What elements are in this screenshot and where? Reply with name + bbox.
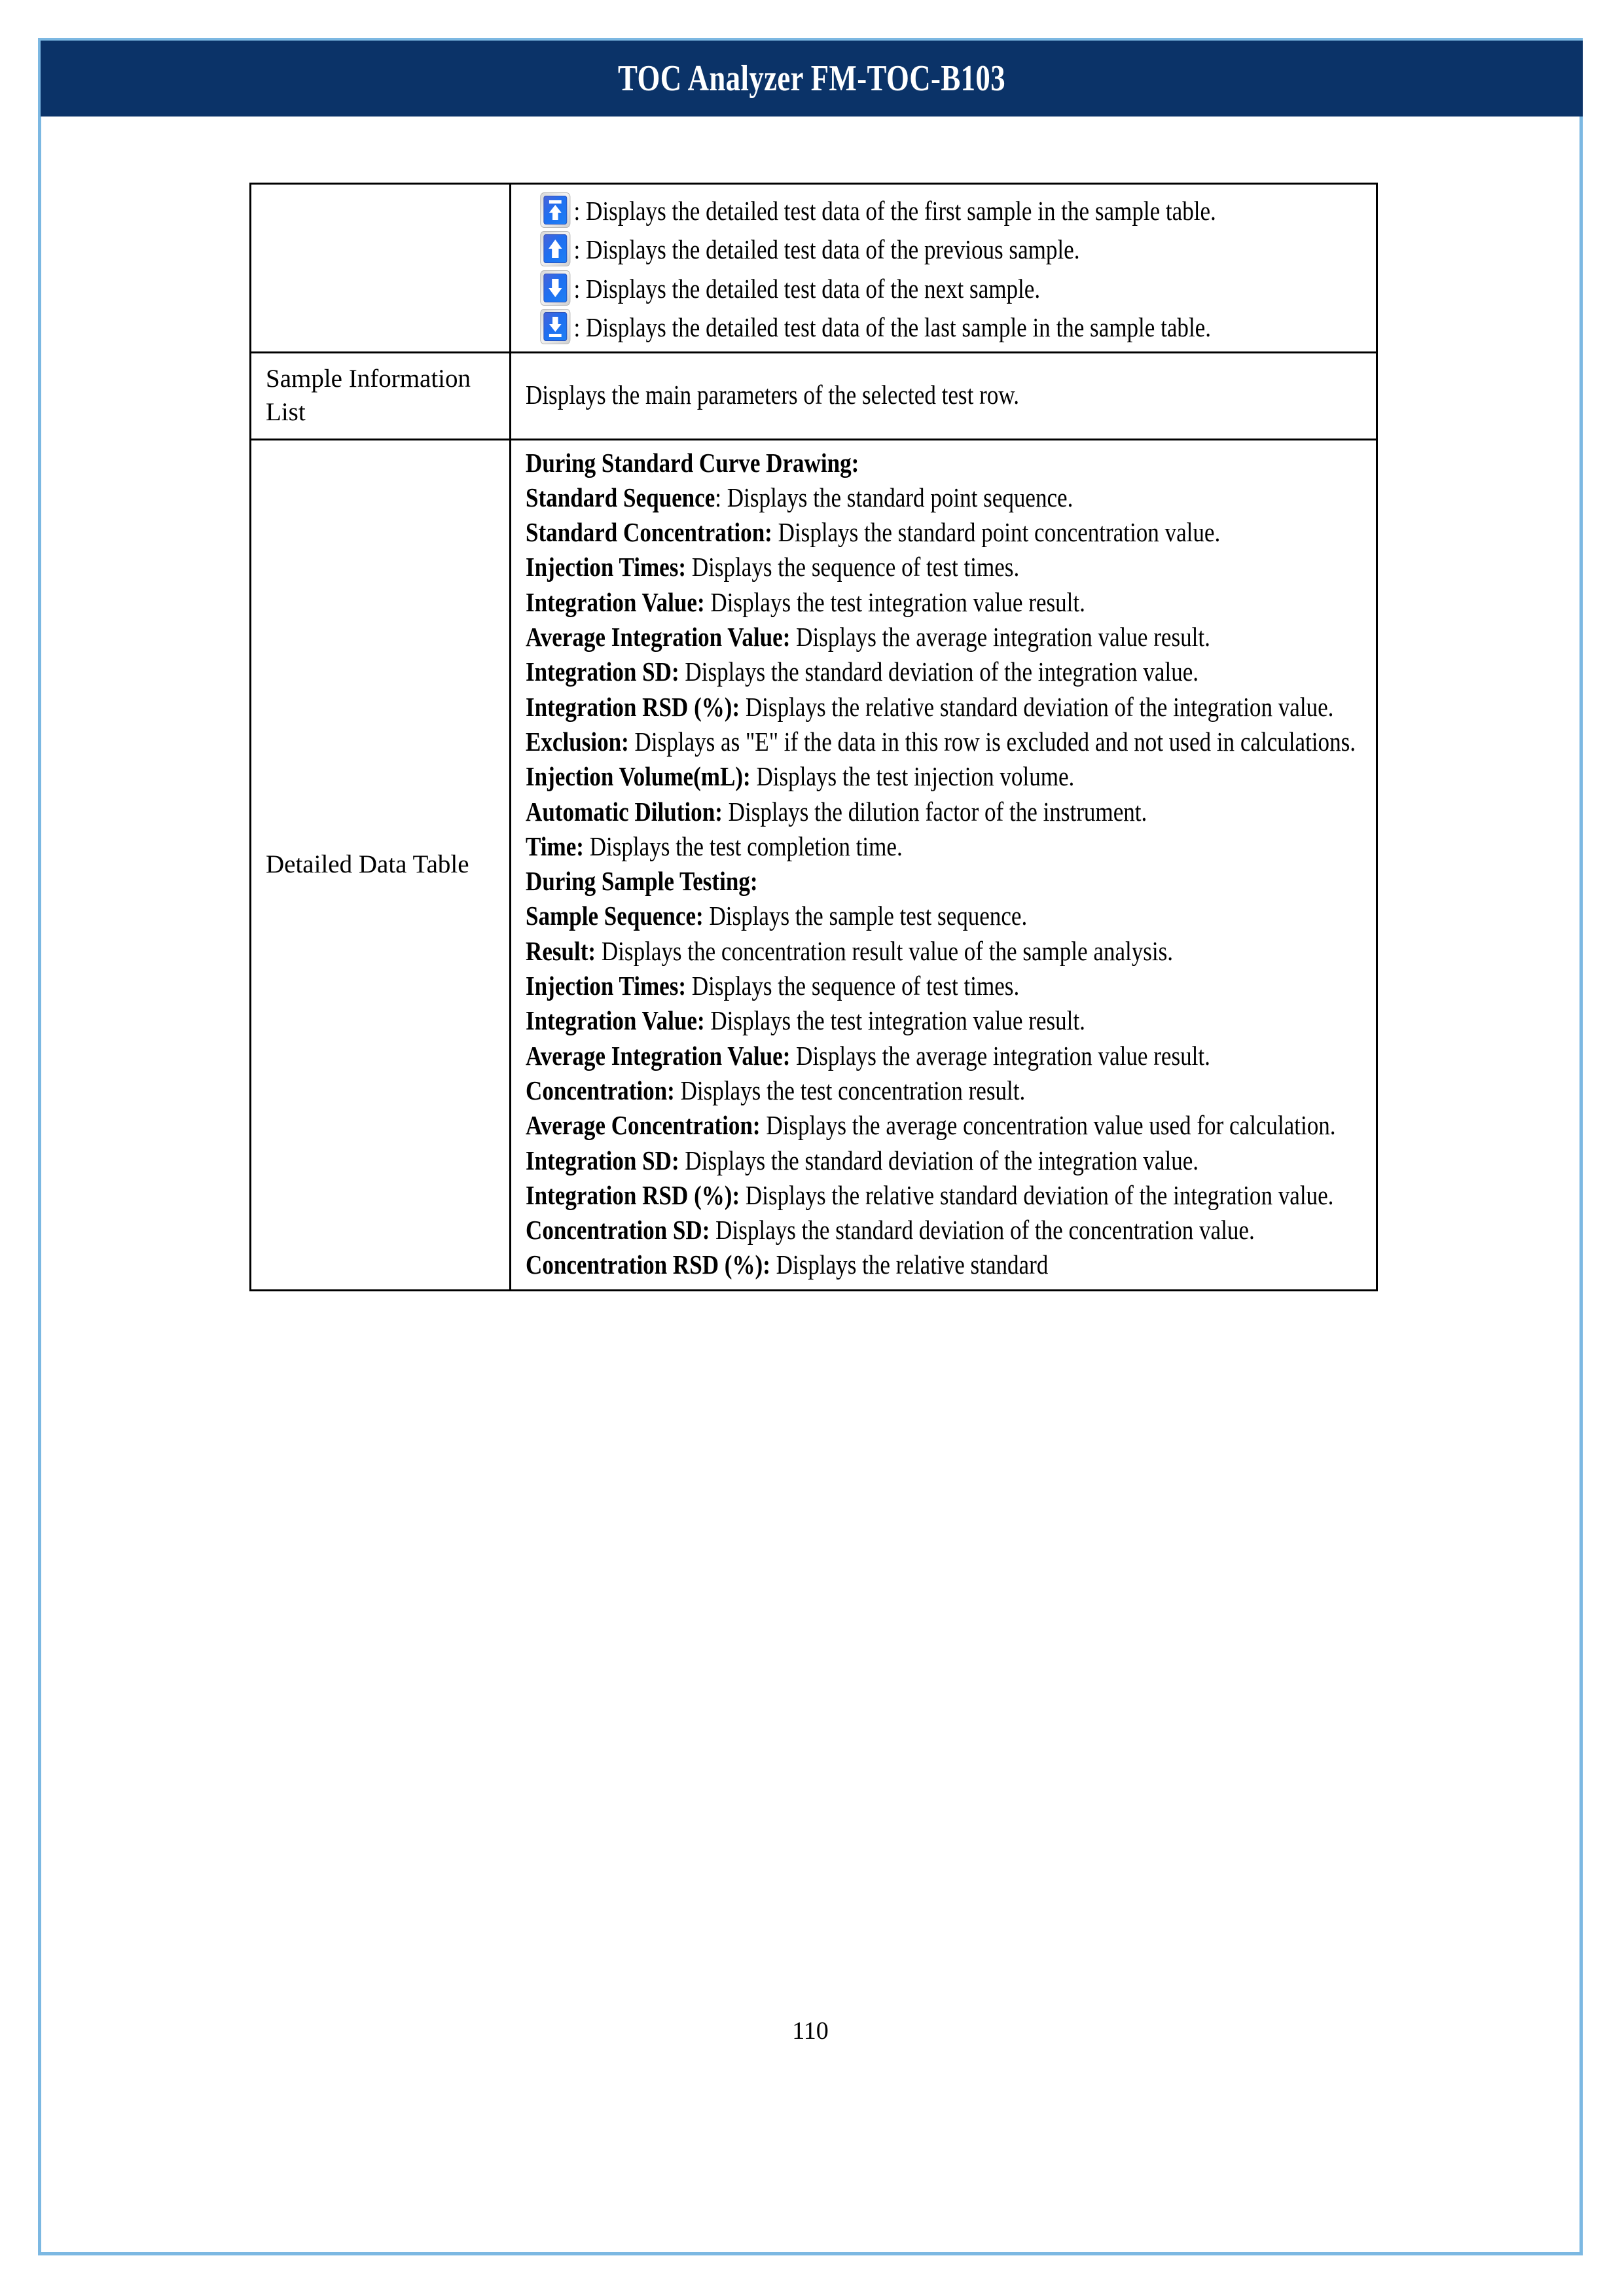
definition-entry xyxy=(526,585,1362,620)
definition-description: Displays the average concentration value used for calculation. xyxy=(760,1110,1336,1141)
definition-description: Displays the standard deviation of the integration value. xyxy=(679,1145,1199,1175)
definition-term: Time: xyxy=(526,831,584,861)
definition-entry xyxy=(526,655,1362,689)
page-header-band xyxy=(41,41,1583,117)
previous-sample-icon[interactable] xyxy=(540,231,570,266)
definition-term: Automatic Dilution: xyxy=(526,796,723,827)
row-label-text: Detailed Data Table xyxy=(266,850,469,878)
definition-description: Displays the average integration value result. xyxy=(790,622,1210,653)
definition-term: Integration Value: xyxy=(526,586,705,617)
definition-term: Concentration SD: xyxy=(526,1215,710,1246)
definition-description: Displays the concentration result value of the sample analysis. xyxy=(596,935,1174,966)
row-content-cell-detailed-data-table xyxy=(511,439,1377,1290)
definition-term: Result: xyxy=(526,935,596,966)
document-page xyxy=(38,38,1583,2255)
definition-description: Displays the test integration value result. xyxy=(704,586,1085,617)
page-number: 110 xyxy=(792,2017,829,2045)
definition-term: Sample Sequence: xyxy=(526,901,704,931)
definition-description: Displays the test completion time. xyxy=(583,831,903,861)
definition-entry xyxy=(526,550,1362,584)
definition-entry xyxy=(526,934,1362,969)
definition-entry xyxy=(526,899,1362,933)
nav-icon-line-previous xyxy=(526,228,1362,267)
definition-description: Displays the test integration value result. xyxy=(704,1005,1085,1036)
definition-term: Exclusion: xyxy=(526,726,629,757)
icon-inner xyxy=(543,312,567,341)
detailed-data-section-list xyxy=(526,446,1363,1283)
icon-inner xyxy=(543,196,567,224)
nav-icon-text-first: : Displays the detailed test data of the first sample in the sample table. xyxy=(573,196,1216,226)
next-sample-icon[interactable] xyxy=(540,270,570,306)
nav-icon-list xyxy=(526,190,1362,345)
definition-term: Integration SD: xyxy=(526,656,679,687)
definition-term: Average Integration Value: xyxy=(526,1040,791,1071)
definition-entry xyxy=(526,1143,1362,1178)
definition-description: Displays the sequence of test times. xyxy=(686,971,1020,1001)
nav-icon-line-last xyxy=(526,306,1362,345)
page-title: TOC Analyzer FM-TOC-B103 xyxy=(618,58,1005,99)
table-row xyxy=(251,439,1377,1290)
definition-description: Displays the test concentration result. xyxy=(674,1075,1026,1105)
definition-entry xyxy=(526,795,1362,829)
last-sample-icon[interactable] xyxy=(540,309,570,344)
section-heading xyxy=(526,864,1362,899)
definition-entry xyxy=(526,725,1362,759)
definition-term: Standard Sequence xyxy=(526,482,715,512)
definition-entry xyxy=(526,969,1362,1003)
definition-term: Integration RSD (%): xyxy=(526,1179,740,1210)
first-sample-icon[interactable] xyxy=(540,192,570,228)
definition-description: Displays the sample test sequence. xyxy=(703,901,1028,931)
definition-description: Displays as "E" if the data in this row is excluded and not used in calculations. xyxy=(628,726,1356,757)
nav-icon-text-last: : Displays the detailed test data of the last sample in the sample table. xyxy=(573,312,1212,342)
row-content-cell-sample-information-list xyxy=(511,353,1377,439)
row-content-cell-nav-icons xyxy=(511,184,1377,353)
definition-description: Displays the relative standard deviation of the integration value. xyxy=(740,1179,1334,1210)
definition-entry xyxy=(526,1039,1362,1073)
definition-description: Displays the standard point concentration value. xyxy=(772,517,1221,548)
definition-entry xyxy=(526,515,1362,550)
definition-term: Integration RSD (%): xyxy=(526,691,740,722)
definition-entry xyxy=(526,1213,1362,1247)
definition-term: Injection Times: xyxy=(526,971,687,1001)
feature-description-table xyxy=(249,183,1378,1291)
definition-term: Concentration RSD (%): xyxy=(526,1249,770,1280)
nav-icon-line-next xyxy=(526,268,1362,306)
definition-term: Injection Volume(mL): xyxy=(526,761,751,792)
definition-entry xyxy=(526,829,1362,864)
row-label-cell-sample-information-list xyxy=(251,353,511,439)
definition-term: Average Concentration: xyxy=(526,1110,761,1141)
section-heading xyxy=(526,446,1362,480)
definition-entry xyxy=(526,1003,1362,1038)
definition-term: Integration SD: xyxy=(526,1145,679,1175)
nav-icon-text-previous: : Displays the detailed test data of the previous sample. xyxy=(573,234,1080,265)
nav-icon-text-next: : Displays the detailed test data of the next sample. xyxy=(573,273,1041,304)
definition-term: Standard Concentration: xyxy=(526,517,772,548)
definition-entry xyxy=(526,480,1362,515)
definition-entry xyxy=(526,690,1362,725)
definition-term: Concentration: xyxy=(526,1075,675,1105)
definition-term: Injection Times: xyxy=(526,552,687,583)
definition-term: Average Integration Value: xyxy=(526,622,791,653)
definition-description: Displays the relative standard xyxy=(770,1249,1049,1280)
definition-entry xyxy=(526,1178,1362,1213)
icon-inner xyxy=(543,274,567,302)
definition-entry xyxy=(526,759,1362,794)
definition-description: Displays the dilution factor of the instrument. xyxy=(722,796,1147,827)
table-row xyxy=(251,184,1377,353)
row-label-cell-detailed-data-table xyxy=(251,439,511,1290)
definition-entry xyxy=(526,1073,1362,1108)
row-label-cell-empty xyxy=(251,184,511,353)
icon-inner xyxy=(543,234,567,263)
definition-term: Integration Value: xyxy=(526,1005,705,1036)
section-heading-text: During Sample Testing: xyxy=(526,866,758,897)
definition-description: Displays the relative standard deviation of the integration value. xyxy=(740,691,1334,722)
row-label-text: Sample Information List xyxy=(266,365,471,426)
nav-icon-line-first xyxy=(526,190,1362,228)
definition-entry xyxy=(526,620,1362,655)
definition-entry xyxy=(526,1108,1362,1143)
definition-description: Displays the test injection volume. xyxy=(750,761,1075,792)
definition-description: Displays the standard deviation of the concentration value. xyxy=(710,1215,1255,1246)
row-content-text: Displays the main parameters of the selected test row. xyxy=(526,380,1020,410)
definition-description: Displays the standard deviation of the integration value. xyxy=(679,656,1199,687)
table-row xyxy=(251,353,1377,439)
definition-description: : Displays the standard point sequence. xyxy=(715,482,1074,512)
definition-description: Displays the average integration value result. xyxy=(790,1040,1210,1071)
definition-entry xyxy=(526,1247,1362,1282)
section-heading-text: During Standard Curve Drawing: xyxy=(526,447,859,478)
definition-description: Displays the sequence of test times. xyxy=(686,552,1020,583)
